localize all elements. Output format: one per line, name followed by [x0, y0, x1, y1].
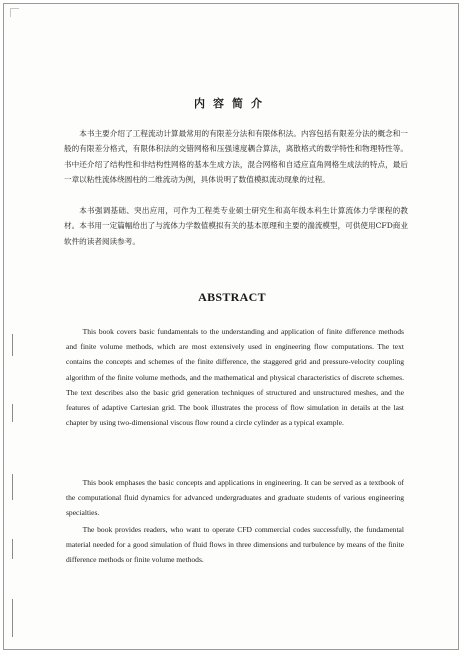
english-paragraph-2: This book emphases the basic concepts and applications in engineering. It can be served as a textbook of the computational fluid dynamics for advanced undergraduates and graduate students of various engineering specialties. — [66, 478, 404, 518]
margin-tick — [12, 404, 13, 422]
chinese-paragraph-1: 本书主要介绍了工程流动计算最常用的有限差分法和有限体积法。内容包括有限差分法的概念和一般的有限差分格式，有限体积法的交错网格和压强速度耦合算法，离散格式的数学特性和物理特性等。书中还介绍了结构性和非结构性网格的基本生成方法，混合网格和自适应直角网格生成法的特点，最后一章以粘性流体绕圆柱的二维流动为例，具体说明了数值模拟流动现象的过程。 — [64, 129, 408, 185]
margin-tick — [12, 474, 13, 500]
chinese-paragraph-2: 本书强调基础、突出应用，可作为工程类专业硕士研究生和高年级本科生计算流体力学课程的教材。本书用一定篇幅给出了与流体力学数值模拟有关的基本原理和主要的湍流模型，可供使用CFD商业软件的读者阅读参考。 — [64, 206, 408, 246]
english-paragraph-3: The book provides readers, who want to operate CFD commercial codes successfully, the fundamental material needed for a good simulation of fluid flows in three dimensions and turbulence by means of the finite difference methods or finite volume methods. — [66, 525, 404, 565]
margin-tick — [12, 599, 13, 637]
english-section-title: ABSTRACT — [198, 290, 266, 304]
document-page — [3, 3, 459, 650]
scan-corner-mark — [10, 8, 19, 17]
margin-tick — [12, 539, 13, 559]
chinese-section-title: 内容简介 — [194, 97, 270, 110]
english-paragraph-1: This book covers basic fundamentals to the understanding and application of finite difference methods and finite volume methods, which are most extensively used in engineering flow computations. The text contains the concepts and schemes of the finite difference, the staggered grid and pressure-velocity coupling algorithm of the finite volume methods, and the mathematical and physical characteristics of discrete schemes. The text describes also the basic grid generation techniques of structured and unstructured meshes, and the features of adaptive Cartesian grid. The book illustrates the process of flow simulation in details at the last chapter by using two-dimensional viscous flow round a circle cylinder as a typical example. — [66, 327, 404, 428]
margin-tick — [12, 334, 13, 356]
